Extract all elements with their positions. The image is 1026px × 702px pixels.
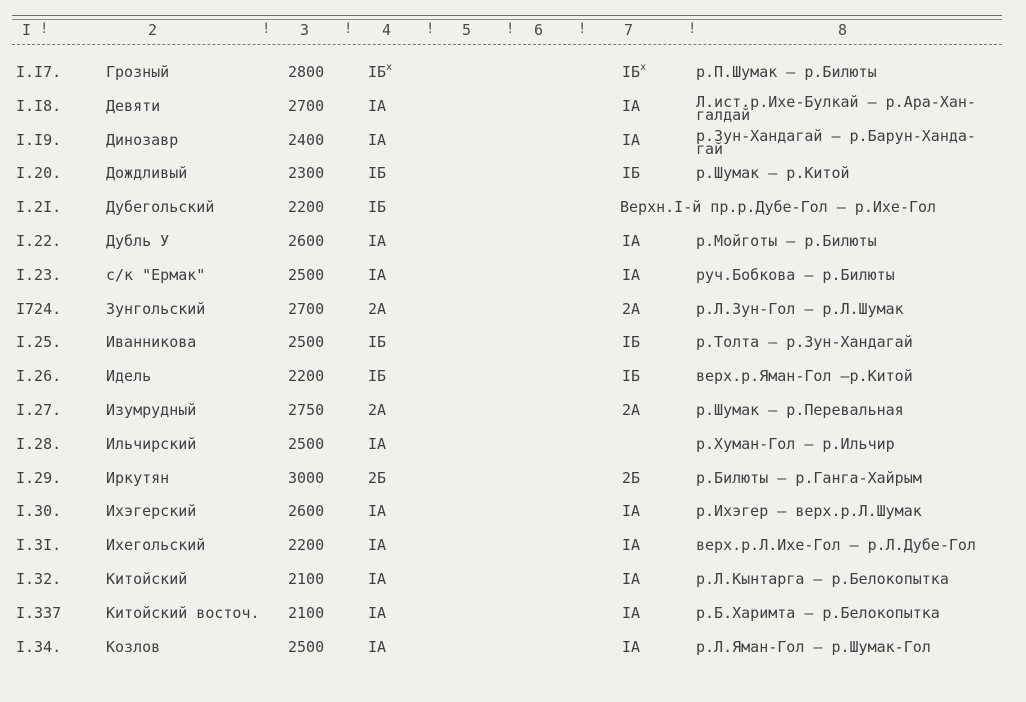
pass-category-col7: [620, 199, 936, 216]
pass-height-text: 2500: [288, 333, 325, 352]
route-description-text: р.Хуман-Гол – р.Ильчир: [696, 434, 895, 453]
table-row: [0, 165, 1026, 199]
pass-category-col7: [622, 571, 640, 588]
entry-number: [16, 199, 61, 216]
pass-category: [368, 132, 386, 149]
pass-category-col7: [622, 301, 640, 318]
pass-name: [106, 334, 196, 351]
route-description: [696, 503, 922, 520]
route-description-text: р.Зун-Хандагай – р.Барун-Ханда- гай: [696, 126, 976, 158]
entry-number: [16, 64, 61, 81]
pass-category-text: 2А: [368, 299, 387, 318]
entry-number: [16, 639, 61, 656]
route-description-text: р.Толта – р.Зун-Хандагай: [696, 333, 913, 352]
entry-number-text: I.22.: [16, 232, 62, 250]
pass-name: [106, 537, 205, 554]
pass-category-text: IБ: [368, 63, 387, 81]
route-description-text: р.Шумак – р.Перевальная: [696, 401, 904, 419]
pass-name: [106, 470, 169, 487]
pass-category-col7-text: IА: [622, 570, 641, 588]
pass-category-col7-text: IА: [622, 232, 641, 250]
pass-category-text: IА: [368, 232, 387, 250]
pass-category-text: IА: [368, 502, 387, 521]
entry-number: [16, 98, 61, 115]
pass-name-text: Дубегольский: [106, 198, 215, 217]
route-description-text: р.Л.Кынтарга – р.Белокопытка: [696, 570, 949, 588]
pass-category-text: 2Б: [368, 468, 387, 487]
entry-number-text: I.25.: [16, 333, 62, 352]
entry-number-text: I.29.: [16, 468, 62, 487]
pass-name-text: Козлов: [106, 637, 161, 656]
pass-category-col7: [622, 64, 646, 81]
pass-category-col7: [622, 233, 640, 250]
pass-category-col7: [622, 537, 640, 554]
pass-category-col7: [622, 267, 640, 284]
pass-name-text: Изумрудный: [106, 401, 197, 419]
pass-name: [106, 199, 214, 216]
table-row: [0, 301, 1026, 335]
pass-category-col7-text: IБ: [622, 367, 641, 386]
pass-category: [368, 368, 386, 385]
pass-height: [288, 503, 324, 520]
pass-name: [106, 233, 169, 250]
pass-category-col7-text: IБ: [622, 164, 641, 183]
pass-category: [368, 165, 386, 182]
entry-number: [16, 537, 61, 554]
route-description: [696, 639, 931, 656]
pass-category-col7: [622, 639, 640, 656]
entry-number: [16, 436, 61, 453]
table-row: [0, 436, 1026, 470]
pass-name-text: с/к "Ермак": [106, 265, 206, 284]
pass-category: [368, 537, 386, 554]
pass-height: [288, 267, 324, 284]
pass-category: [368, 98, 386, 115]
pass-name: [106, 132, 178, 149]
pass-category-col7-text: IА: [622, 603, 641, 622]
pass-height: [288, 368, 324, 385]
pass-category-col7-text: IА: [622, 96, 641, 115]
pass-name-text: Динозавр: [106, 130, 179, 149]
pass-category: [368, 199, 386, 216]
table-row: [0, 233, 1026, 267]
pass-category: [368, 605, 386, 622]
pass-category-text: 2А: [368, 401, 387, 419]
route-description-text: верх.р.Яман-Гол –р.Китой: [696, 367, 913, 386]
entry-number: [16, 368, 61, 385]
pass-category-col7: [622, 503, 640, 520]
pass-category: [368, 470, 386, 487]
pass-height-text: 3000: [288, 468, 325, 487]
pass-name: [106, 165, 187, 182]
pass-height: [288, 199, 324, 216]
route-description: [696, 436, 895, 453]
pass-height-text: 2200: [288, 367, 325, 386]
pass-category-col7-text: IА: [622, 637, 641, 656]
pass-name-text: Грозный: [106, 63, 170, 81]
entry-number-text: I.3I.: [16, 536, 62, 555]
column-separator: !: [344, 21, 353, 37]
pass-name-text: Китойский: [106, 570, 188, 588]
pass-height: [288, 605, 324, 622]
pass-name: [106, 368, 151, 385]
pass-category: [368, 267, 386, 284]
entry-number-text: I.337: [16, 603, 62, 622]
table-row: [0, 470, 1026, 504]
pass-category-col7-text: 2А: [622, 401, 641, 419]
pass-name-text: Девяти: [106, 96, 161, 115]
entry-number-text: I.34.: [16, 637, 62, 656]
pass-height-text: 2300: [288, 164, 325, 183]
pass-category-col7-text: IБ: [622, 63, 641, 81]
pass-name: [106, 267, 205, 284]
pass-name: [106, 402, 196, 419]
table-header-rule: [12, 44, 1002, 45]
pass-category-text: IА: [368, 570, 387, 588]
entry-number: [16, 165, 61, 182]
pass-height-text: 2700: [288, 96, 325, 115]
pass-category-col7: [622, 165, 640, 182]
pass-name-text: Ихегольский: [106, 536, 206, 555]
route-description-text: р.П.Шумак – р.Билюты: [696, 63, 877, 81]
entry-number-text: I724.: [16, 299, 62, 318]
pass-height: [288, 132, 324, 149]
header-col-5: 5: [462, 21, 472, 39]
header-col-7: 7: [624, 21, 634, 39]
route-description-text: верх.р.Л.Ихе-Гол – р.Л.Дубе-Гол: [696, 536, 976, 555]
pass-category-col7: [622, 402, 640, 419]
route-description: [696, 470, 922, 487]
entry-number-text: I.26.: [16, 367, 62, 386]
pass-name: [106, 639, 160, 656]
header-col-1: I: [22, 21, 32, 39]
pass-height-text: 2200: [288, 536, 325, 555]
pass-category-col7: [622, 368, 640, 385]
pass-category-text: IБ: [368, 164, 387, 183]
route-description: [696, 334, 913, 351]
pass-height: [288, 537, 324, 554]
table-row: [0, 402, 1026, 436]
pass-name-text: Дубль У: [106, 232, 170, 250]
entry-number-text: I.23.: [16, 265, 62, 284]
header-col-2: 2: [148, 21, 158, 39]
pass-category-col7: [622, 98, 640, 115]
table-row: [0, 334, 1026, 368]
pass-name-text: Китойский восточ.: [106, 603, 260, 622]
pass-category-col7: [622, 605, 640, 622]
pass-height-text: 2750: [288, 401, 325, 419]
header-col-4: 4: [382, 21, 392, 39]
pass-height: [288, 98, 324, 115]
table-row: [0, 571, 1026, 605]
pass-height-text: 2500: [288, 265, 325, 284]
pass-name: [106, 605, 260, 622]
route-description-text: р.Шумак – р.Китой: [696, 164, 850, 183]
pass-category-col7-text: 2А: [622, 299, 641, 318]
pass-name: [106, 301, 205, 318]
route-description: [696, 233, 877, 250]
pass-category-text: IА: [368, 265, 387, 284]
pass-category: [368, 301, 386, 318]
pass-category-text: IА: [368, 603, 387, 622]
pass-height-text: 2400: [288, 130, 325, 149]
pass-height: [288, 301, 324, 318]
route-description: [696, 571, 949, 588]
pass-height-text: 2500: [288, 434, 325, 453]
route-description-text: р.Мойготы – р.Билюты: [696, 232, 877, 250]
table-row: [0, 199, 1026, 233]
header-col-6: 6: [534, 21, 544, 39]
route-description: [696, 537, 976, 554]
pass-height-text: 2200: [288, 198, 325, 217]
pass-height-text: 2100: [288, 603, 325, 622]
route-description-text: р.Б.Харимта – р.Белокопытка: [696, 603, 940, 622]
header-col-3: 3: [300, 21, 310, 39]
entry-number: [16, 132, 61, 149]
entry-number: [16, 470, 61, 487]
pass-name-text: Ихэгерский: [106, 502, 197, 521]
header-col-8: 8: [838, 21, 848, 39]
pass-category: [368, 233, 386, 250]
pass-name: [106, 436, 196, 453]
entry-number: [16, 605, 61, 622]
entry-number: [16, 503, 61, 520]
pass-height: [288, 571, 324, 588]
pass-name-text: Иванникова: [106, 333, 197, 352]
pass-category: [368, 639, 386, 656]
column-separator: !: [262, 21, 271, 37]
entry-number: [16, 233, 61, 250]
table-row: [0, 368, 1026, 402]
pass-height: [288, 402, 324, 419]
pass-name-text: Иркутян: [106, 468, 170, 487]
entry-number-text: I.2I.: [16, 198, 62, 217]
pass-category: [368, 571, 386, 588]
route-description: [696, 605, 940, 622]
entry-number-text: I.27.: [16, 401, 62, 419]
table-row: [0, 605, 1026, 639]
pass-category-superscript: x: [386, 62, 393, 73]
route-description: [696, 126, 976, 158]
column-separator: !: [40, 21, 49, 37]
table-row: [0, 503, 1026, 537]
column-separator: !: [426, 21, 435, 37]
pass-height-text: 2800: [288, 63, 325, 81]
entry-number-text: I.28.: [16, 434, 62, 453]
pass-category-col7: [622, 470, 640, 487]
pass-name-text: Дождливый: [106, 164, 188, 183]
route-description-text: Л.ист.р.Ихе-Булкай – р.Ара-Хан- галдай: [696, 92, 976, 124]
pass-category-text: IА: [368, 96, 387, 115]
pass-category-col7-text: Верхн.I-й пр.р.Дубе-Гол – р.Ихе-Гол: [620, 198, 937, 217]
entry-number: [16, 267, 61, 284]
table-row: [0, 126, 1026, 166]
pass-category: [368, 402, 386, 419]
pass-category-col7-superscript: x: [640, 62, 647, 73]
pass-category-col7-text: 2Б: [622, 468, 641, 487]
pass-category-col7-text: IА: [622, 502, 641, 521]
entry-number: [16, 334, 61, 351]
pass-height: [288, 165, 324, 182]
pass-height: [288, 64, 324, 81]
pass-category-text: IБ: [368, 367, 387, 386]
route-description: [696, 64, 877, 81]
pass-category-col7-text: IБ: [622, 333, 641, 352]
pass-height: [288, 334, 324, 351]
pass-height: [288, 470, 324, 487]
entry-number: [16, 301, 61, 318]
pass-category-text: IА: [368, 536, 387, 555]
pass-category: [368, 64, 392, 81]
pass-height: [288, 436, 324, 453]
pass-category-col7-text: IА: [622, 130, 641, 149]
route-description: [696, 301, 904, 318]
route-description-text: р.Л.Зун-Гол – р.Л.Шумак: [696, 299, 904, 318]
route-description-text: р.Билюты – р.Ганга-Хайрым: [696, 468, 922, 487]
route-description: [696, 267, 895, 284]
entry-number-text: I.32.: [16, 570, 62, 588]
column-separator: !: [506, 21, 515, 37]
pass-category-col7: [622, 132, 640, 149]
entry-number: [16, 571, 61, 588]
route-description-text: р.Ихэгер – верх.р.Л.Шумак: [696, 502, 922, 521]
table-top-rule-inner: [12, 19, 1002, 20]
entry-number-text: I.I7.: [16, 63, 62, 81]
pass-name-text: Идель: [106, 367, 152, 386]
table-row: [0, 267, 1026, 301]
pass-category: [368, 436, 386, 453]
pass-name: [106, 98, 160, 115]
entry-number: [16, 402, 61, 419]
pass-category-text: IА: [368, 637, 387, 656]
pass-name-text: Ильчирский: [106, 434, 197, 453]
pass-category: [368, 503, 386, 520]
route-description: [696, 165, 850, 182]
pass-category-text: IБ: [368, 198, 387, 217]
entry-number-text: I.30.: [16, 502, 62, 521]
table-row: [0, 537, 1026, 571]
pass-height-text: 2600: [288, 232, 325, 250]
pass-height-text: 2700: [288, 299, 325, 318]
route-description-text: р.Л.Яман-Гол – р.Шумак-Гол: [696, 637, 931, 656]
route-description: [696, 92, 976, 124]
pass-category-text: IБ: [368, 333, 387, 352]
pass-height-text: 2100: [288, 570, 325, 588]
route-description-text: руч.Бобкова – р.Билюты: [696, 265, 895, 284]
column-separator: !: [578, 21, 587, 37]
table-row: [0, 639, 1026, 673]
pass-category-col7: [622, 334, 640, 351]
entry-number-text: I.I9.: [16, 130, 62, 149]
table-top-rule: [12, 15, 1002, 16]
pass-category-text: IА: [368, 434, 387, 453]
pass-category-text: IА: [368, 130, 387, 149]
pass-height-text: 2500: [288, 637, 325, 656]
pass-name: [106, 571, 187, 588]
pass-category-col7-text: IА: [622, 265, 641, 284]
pass-height: [288, 233, 324, 250]
entry-number-text: I.I8.: [16, 96, 62, 115]
entry-number-text: I.20.: [16, 164, 62, 183]
pass-name: [106, 503, 196, 520]
route-description: [696, 368, 913, 385]
pass-category-col7-text: IА: [622, 536, 641, 555]
route-description: [696, 402, 904, 419]
pass-height-text: 2600: [288, 502, 325, 521]
column-separator: !: [688, 21, 697, 37]
pass-category: [368, 334, 386, 351]
pass-name: [106, 64, 169, 81]
pass-name-text: Зунгольский: [106, 299, 206, 318]
pass-height: [288, 639, 324, 656]
